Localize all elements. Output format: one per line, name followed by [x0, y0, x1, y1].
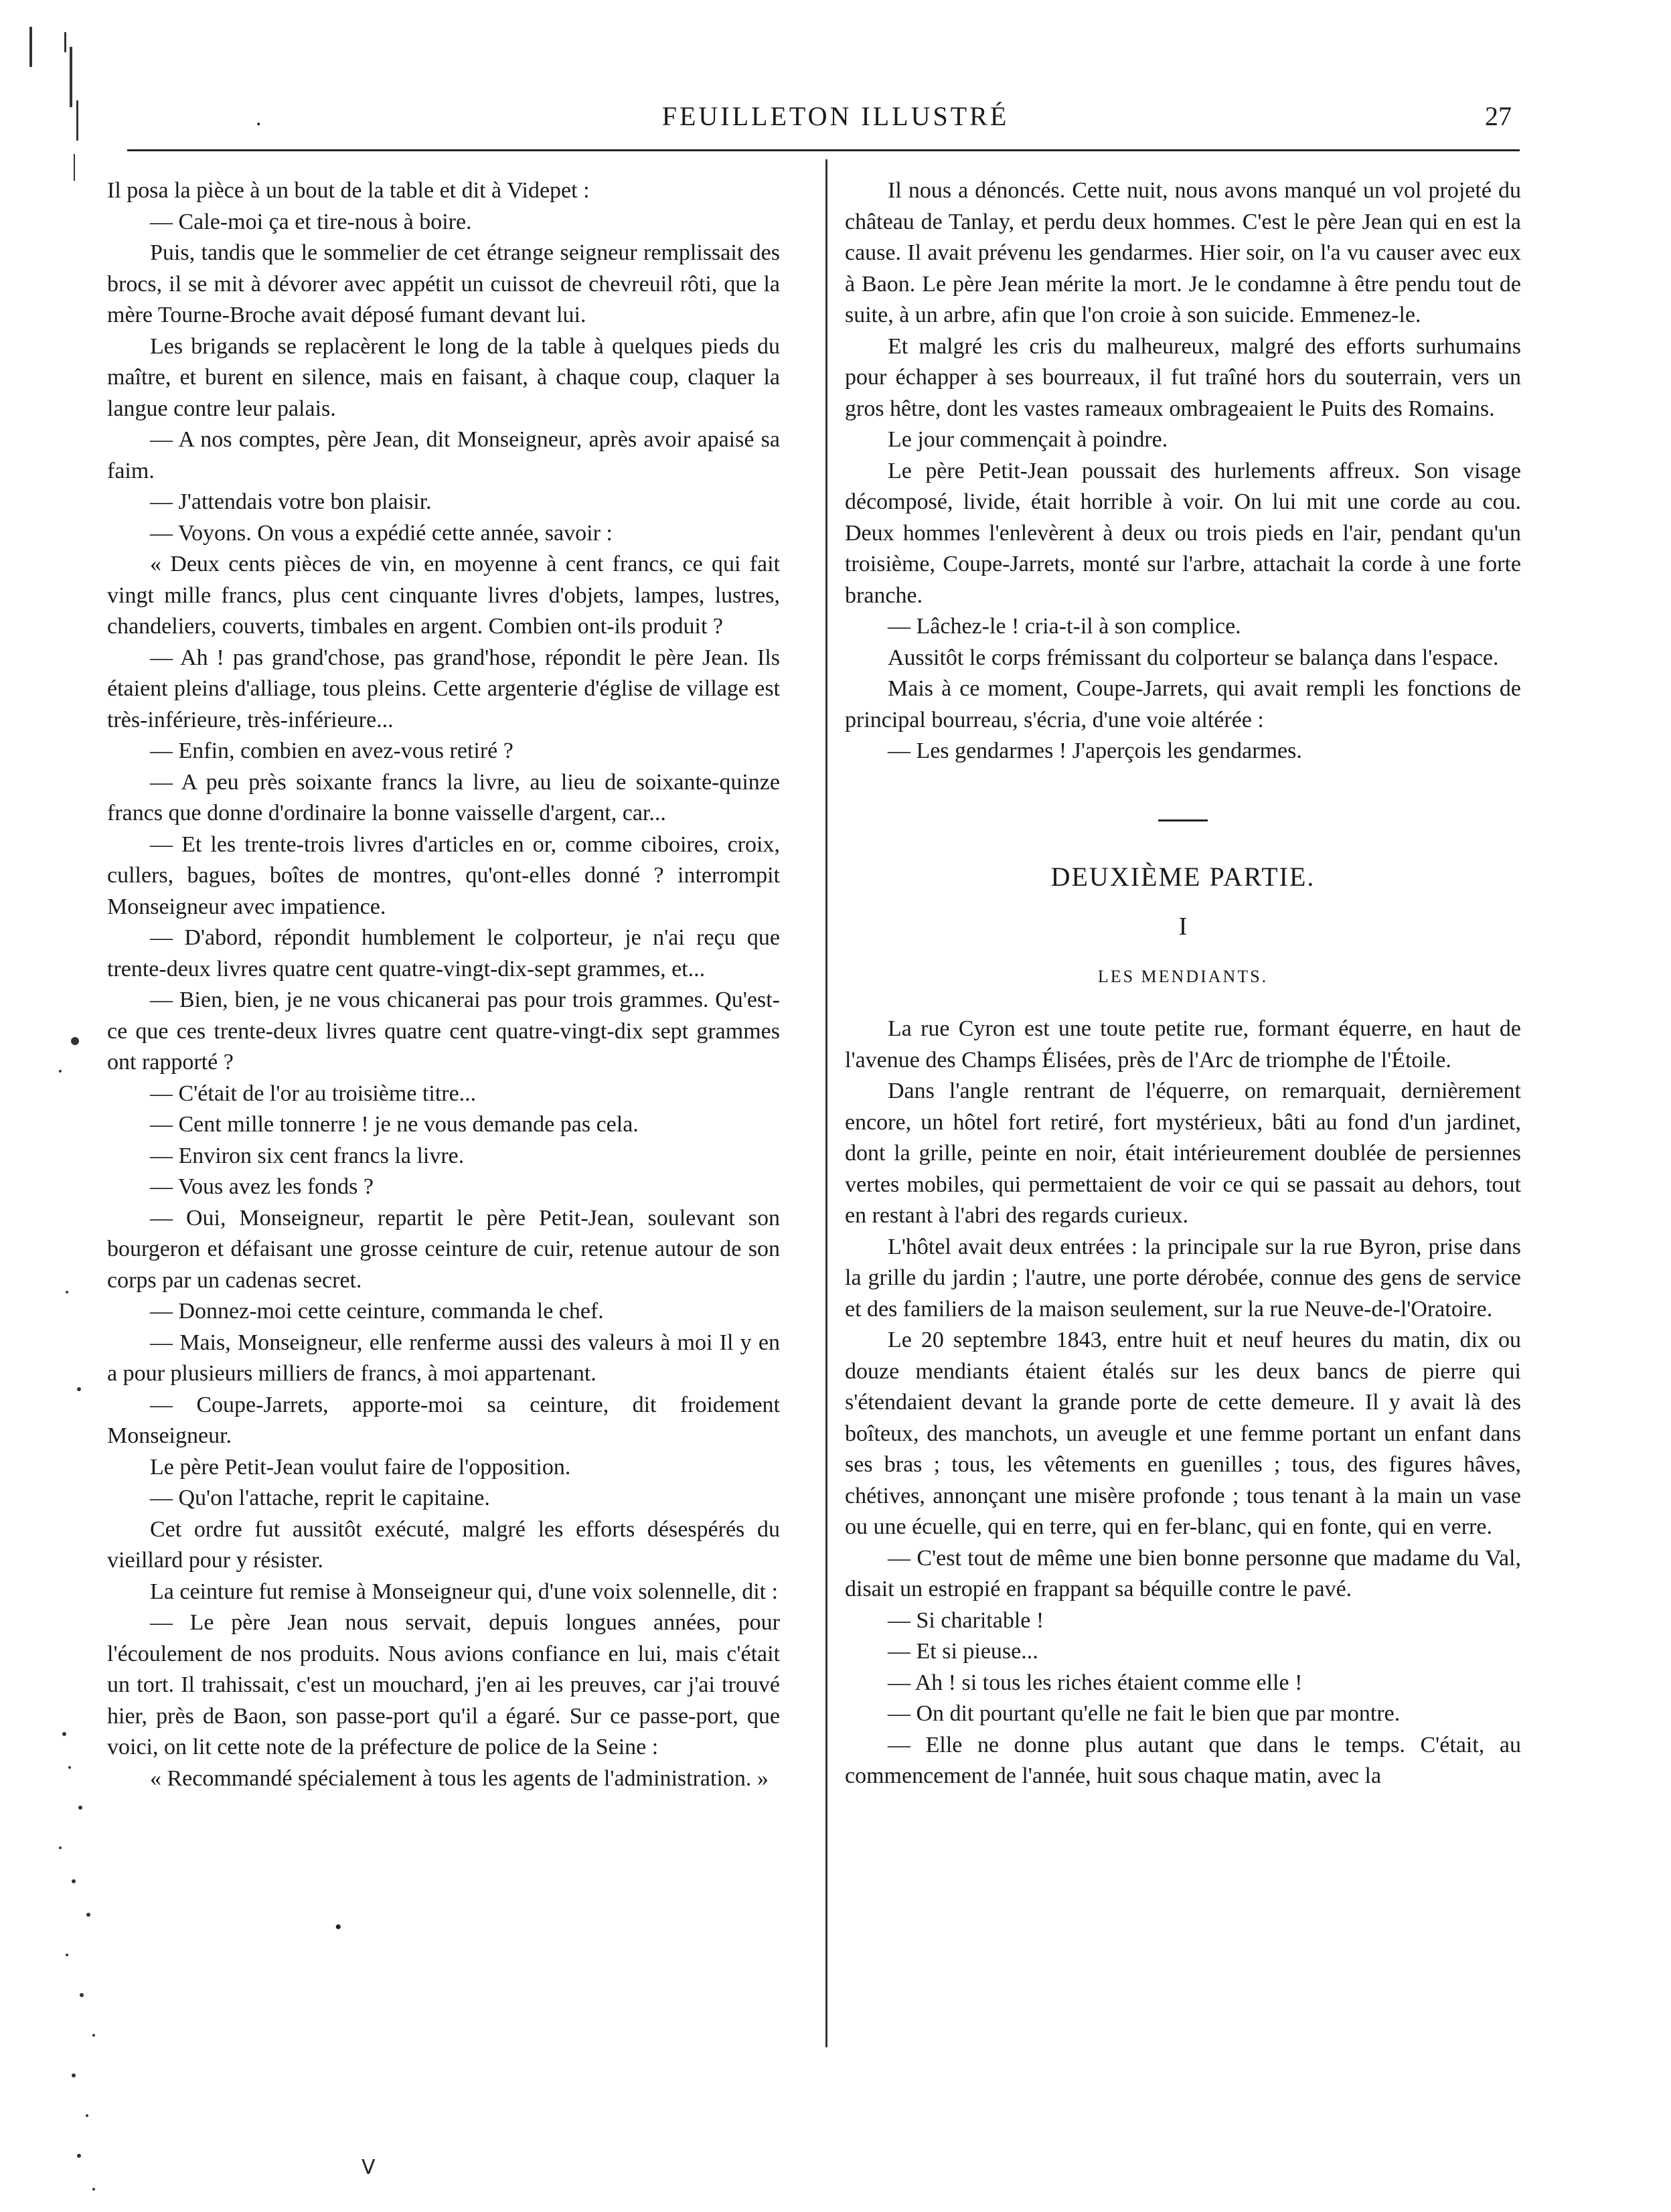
- paragraph: Le père Petit-Jean poussait des hurlements affreux. Son visage décomposé, livide, était horrible à voir. On lui mit une corde au cou. Deux hommes l'enlevèrent à deux ou trois pieds en l'air, pendant qu'un troisième, Coupe-Jarrets, monté sur l'arbre, attachait la corde à une forte branche.: [845, 458, 1521, 608]
- paragraph: Il posa la pièce à un bout de la table et dit à Videpet :: [107, 178, 590, 203]
- paragraph: — Environ six cent francs la livre.: [150, 1143, 465, 1168]
- paragraph: « Deux cents pièces de vin, en moyenne à cent francs, ce qui fait vingt mille francs, plus cent cinquante livres d'objets, lampes, lustres, chandeliers, couverts, timbales en argent. Combien ont-ils produit ?: [107, 552, 780, 639]
- paragraph: Mais à ce moment, Coupe-Jarrets, qui avait rempli les fonctions de principal bourreau, s'écria, d'une voie altérée :: [845, 676, 1521, 732]
- paragraph: — Lâchez-le ! cria-t-il à son complice.: [888, 614, 1241, 639]
- paragraph: « Recommandé spécialement à tous les agents de l'administration. »: [150, 1765, 769, 1791]
- ink-mark: ᐯ: [362, 2156, 376, 2179]
- paragraph: Puis, tandis que le sommelier de cet étrange seigneur remplissait des brocs, il se mit à dévorer avec appétit un cuissot de chevreuil rôti, que la mère Tourne-Broche avait déposé fumant devant lui.: [107, 240, 780, 327]
- paragraph: — Donnez-moi cette ceinture, commanda le chef.: [150, 1299, 604, 1324]
- paragraph: — Et les trente-trois livres d'articles en or, comme ciboires, croix, cullers, bagues, boîtes de montres, qu'ont-elles donné ? interrompit Monseigneur avec impatience.: [107, 832, 780, 919]
- paragraph: Les brigands se replacèrent le long de la table à quelques pieds du maître, et burent en silence, mais en faisant, à chaque coup, claquer la langue contre leur palais.: [107, 333, 780, 421]
- paragraph: La rue Cyron est une toute petite rue, formant équerre, en haut de l'avenue des Champs Élisées, près de l'Arc de triomphe de l'Étoile.: [845, 1016, 1521, 1073]
- paragraph: — Bien, bien, je ne vous chicanerai pas pour trois grammes. Qu'est-ce que ces trente-deux livres quatre cent quatre-vingt-dix sept grammes ont rapporté ?: [107, 988, 780, 1075]
- paragraph: — C'était de l'or au troisième titre...: [150, 1081, 477, 1106]
- section-separator-rule: [1158, 819, 1208, 821]
- paragraph: — Si charitable !: [888, 1607, 1044, 1633]
- paragraph: — Ah ! si tous les riches étaient comme elle !: [888, 1670, 1303, 1695]
- paragraph: Et malgré les cris du malheureux, malgré des efforts surhumains pour échapper à ses bourreaux, il fut traîné hors du souterrain, vers un gros hêtre, dont les vastes rameaux ombrageaient le Puits des Romains.: [845, 333, 1521, 421]
- paragraph: — Et si pieuse...: [888, 1639, 1038, 1664]
- section-title: DEUXIÈME PARTIE.: [1050, 861, 1316, 892]
- paragraph: — Les gendarmes ! J'aperçois les gendarmes.: [888, 738, 1302, 763]
- running-title: FEUILLETON ILLUSTRÉ: [661, 101, 1010, 131]
- paragraph: — Cale-moi ça et tire-nous à boire.: [150, 209, 472, 234]
- paragraph: La ceinture fut remise à Monseigneur qui, d'une voix solennelle, dit :: [150, 1579, 779, 1604]
- right-column: [845, 175, 1521, 1792]
- paragraph: Le père Petit-Jean voulut faire de l'opposition.: [150, 1454, 571, 1480]
- paragraph: — Vous avez les fonds ?: [150, 1174, 374, 1199]
- paragraph: Aussitôt le corps frémissant du colporteur se balança dans l'espace.: [888, 645, 1499, 670]
- header-dot: .: [256, 106, 262, 131]
- header-rule: [127, 149, 1520, 151]
- column-divider: [825, 159, 827, 2047]
- dot-mark: •: [335, 1916, 342, 1938]
- paragraph: — Qu'on l'attache, reprit le capitaine.: [150, 1486, 490, 1510]
- paragraph: — Mais, Monseigneur, elle renferme aussi des valeurs à moi Il y en a pour plusieurs milliers de francs, à moi appartenant.: [107, 1330, 780, 1386]
- paragraph: L'hôtel avait deux entrées : la principale sur la rue Byron, prise dans la grille du jardin ; l'autre, une porte dérobée, connue des gens de service et des familiers de la maison seulement, sur la rue Neuve-de-l'Oratoire.: [845, 1234, 1521, 1322]
- paragraph: — J'attendais votre bon plaisir.: [150, 489, 432, 514]
- paragraph: Cet ordre fut aussitôt exécuté, malgré les efforts désespérés du vieillard pour y résister.: [107, 1516, 780, 1573]
- paragraph: — A peu près soixante francs la livre, au lieu de soixante-quinze francs que donne d'ordinaire la bonne vaisselle d'argent, car...: [107, 769, 780, 825]
- paragraph: Le 20 septembre 1843, entre huit et neuf heures du matin, dix ou douze mendiants étaient étalés sur les deux bancs de pierre qui s'étendaient devant la grande porte de cette demeure. Il y avait là des boîteux, des manchots, un aveugle et une femme portant un enfant dans ses bras ; tous, les vêtements en guenilles ; tous, des figures hâves, chétives, annonçant une misère profonde ; tous tenant à la main un vase ou une écuelle, qui en terre, qui en fer-blanc, qui en fonte, qui en verre.: [845, 1328, 1521, 1539]
- chapter-title: LES MENDIANTS.: [1097, 966, 1269, 986]
- paragraph: — On dit pourtant qu'elle ne fait le bien que par montre.: [888, 1701, 1401, 1726]
- paragraph: Le jour commençait à poindre.: [888, 427, 1168, 452]
- scan-edge-noise: [0, 0, 100, 2212]
- left-column: [107, 175, 780, 1794]
- page-header: [0, 0, 1671, 154]
- chapter-number: I: [1178, 913, 1188, 941]
- paragraph: — Le père Jean nous servait, depuis longues années, pour l'écoulement de nos produits. Nous avions confiance en lui, mais c'était un tort. Il trahissait, c'est un mouchard, j'en ai les preuves, car j'ai trouvé hier, près de Baon, son passe-port qu'il a égaré. Sur ce passe-port, que voici, on lit cette note de la préfecture de police de la Seine :: [107, 1610, 780, 1759]
- page-number: 27: [1485, 101, 1512, 131]
- paragraph: — D'abord, répondit humblement le colporteur, je n'ai reçu que trente-deux livres quatre cent quatre-vingt-dix-sept grammes, et...: [107, 925, 780, 981]
- paragraph: — Enfin, combien en avez-vous retiré ?: [150, 738, 513, 763]
- paragraph: — Coupe-Jarrets, apporte-moi sa ceinture, dit froidement Monseigneur.: [107, 1392, 780, 1448]
- paragraph: — A nos comptes, père Jean, dit Monseigneur, après avoir apaisé sa faim.: [107, 427, 780, 483]
- paragraph: Il nous a dénoncés. Cette nuit, nous avons manqué un vol projeté du château de Tanlay, et perdu deux hommes. C'est le père Jean qui en est la cause. Il avait prévenu les gendarmes. Hier soir, on l'a vu causer avec eux à Baon. Le père Jean mérite la mort. Je le condamne à être pendu tout de suite, à un arbre, afin que l'on croie à son suicide. Emmenez-le.: [845, 178, 1521, 327]
- paragraph: — Voyons. On vous a expédié cette année, savoir :: [150, 520, 613, 546]
- paragraph: — Elle ne donne plus autant que dans le temps. C'était, au commencement de l'année, huit sous chaque matin, avec la: [845, 1732, 1521, 1788]
- paragraph: — Cent mille tonnerre ! je ne vous demande pas cela.: [150, 1112, 639, 1137]
- paragraph: — C'est tout de même une bien bonne personne que madame du Val, disait un estropié en frappant sa béquille contre le pavé.: [845, 1545, 1521, 1601]
- paragraph: — Ah ! pas grand'chose, pas grand'hose, répondit le père Jean. Ils étaient pleins d'alliage, tous pleins. Cette argenterie d'église de village est très-inférieure, très-inférieure...: [107, 645, 780, 732]
- paragraph: — Oui, Monseigneur, repartit le père Petit-Jean, soulevant son bourgeron et défaisant une grosse ceinture de cuir, retenue autour de son corps par un cadenas secret.: [107, 1205, 780, 1293]
- paragraph: Dans l'angle rentrant de l'équerre, on remarquait, dernièrement encore, un hôtel fort retiré, fort mystérieux, bâti au fond d'un jardinet, dont la grille, peinte en noir, était intérieurement doublée de persiennes vertes mobiles, qui permettaient de voir ce qui se passait au dehors, tout en restant à l'abri des regards curieux.: [845, 1079, 1521, 1228]
